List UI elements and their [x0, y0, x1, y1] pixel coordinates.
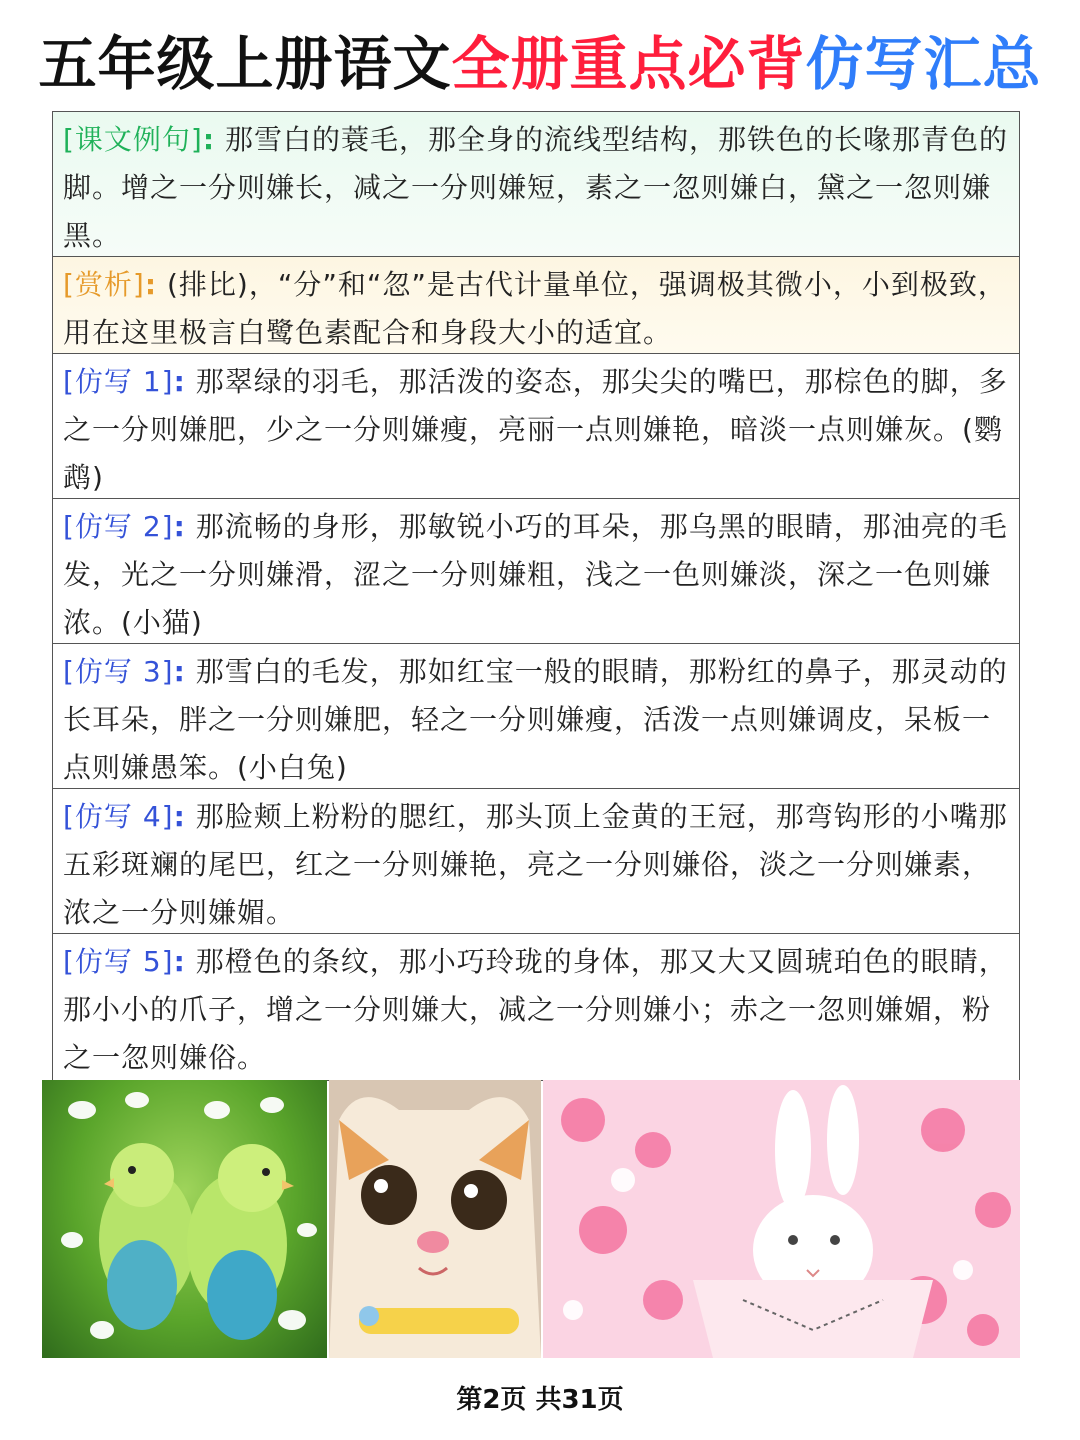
section-analysis: [赏析]: (排比)，“分”和“忽”是古代计量单位，强调极其微小，小到极致，用在这里极言白鹭色素配合和身段大小的适宜。	[53, 257, 1019, 354]
content-table	[52, 111, 1020, 1081]
title-part-summary: 仿写汇总	[805, 30, 1042, 98]
section-text: (排比)，“分”和“忽”是古代计量单位，强调极其微小，小到极致，用在这里极言白鹭色素配合和身段大小的适宜。	[63, 268, 1007, 349]
kitten-photo	[329, 1080, 541, 1358]
page-title	[0, 22, 1080, 106]
photo-strip	[42, 1080, 1020, 1358]
section-label: [仿写 2]	[63, 510, 174, 543]
section-label: [仿写 4]	[63, 800, 174, 833]
section-label: [仿写 5]	[63, 945, 174, 978]
section-label: [仿写 1]	[63, 365, 174, 398]
section-imitation-2: [仿写 2]: 那流畅的身形，那敏锐小巧的耳朵，那乌黑的眼睛，那油亮的毛发，光之一分则嫌滑，涩之一分则嫌粗，浅之一色则嫌淡，深之一色则嫌浓。(小猫)	[53, 499, 1019, 644]
page-footer: 第2页 共31页	[456, 1385, 624, 1415]
section-imitation-4: [仿写 4]: 那脸颊上粉粉的腮红，那头顶上金黄的王冠，那弯钩形的小嘴那五彩斑斓的尾巴，红之一分则嫌艳，亮之一分则嫌俗，淡之一分则嫌素，浓之一分则嫌媚。	[53, 789, 1019, 934]
section-text: 那翠绿的羽毛，那活泼的姿态，那尖尖的嘴巴，那棕色的脚，多之一分则嫌肥，少之一分则嫌瘦，亮丽一点则嫌艳，暗淡一点则嫌灰。(鹦鹉)	[63, 365, 1008, 494]
section-text: 那雪白的毛发，那如红宝一般的眼睛，那粉红的鼻子，那灵动的长耳朵，胖之一分则嫌肥，轻之一分则嫌瘦，活泼一点则嫌调皮，呆板一点则嫌愚笨。(小白兔)	[63, 655, 1008, 784]
rabbit-photo	[543, 1080, 1020, 1358]
section-label: [课文例句]	[63, 123, 203, 156]
parrots-photo	[42, 1080, 327, 1358]
section-text: 那雪白的蓑毛，那全身的流线型结构，那铁色的长喙那青色的脚。增之一分则嫌长，减之一分则嫌短，素之一忽则嫌白，黛之一忽则嫌黑。	[63, 123, 1008, 252]
section-imitation-5: [仿写 5]: 那橙色的条纹，那小巧玲珑的身体，那又大又圆琥珀色的眼睛，那小小的爪子，增之一分则嫌大，减之一分则嫌小；赤之一忽则嫌媚，粉之一忽则嫌俗。	[53, 934, 1019, 1080]
section-imitation-1: [仿写 1]: 那翠绿的羽毛，那活泼的姿态，那尖尖的嘴巴，那棕色的脚，多之一分则嫌肥，少之一分则嫌瘦，亮丽一点则嫌艳，暗淡一点则嫌灰。(鹦鹉)	[53, 354, 1019, 499]
section-label: [赏析]	[63, 268, 145, 301]
title-part-key: 全册重点必背	[451, 30, 806, 98]
section-imitation-3: [仿写 3]: 那雪白的毛发，那如红宝一般的眼睛，那粉红的鼻子，那灵动的长耳朵，胖之一分则嫌肥，轻之一分则嫌瘦，活泼一点则嫌调皮，呆板一点则嫌愚笨。(小白兔)	[53, 644, 1019, 789]
section-text: 那橙色的条纹，那小巧玲珑的身体，那又大又圆琥珀色的眼睛，那小小的爪子，增之一分则嫌大，减之一分则嫌小；赤之一忽则嫌媚，粉之一忽则嫌俗。	[63, 945, 1008, 1074]
section-example-sentence: [课文例句]: 那雪白的蓑毛，那全身的流线型结构，那铁色的长喙那青色的脚。增之一分则嫌长，减之一分则嫌短，素之一忽则嫌白，黛之一忽则嫌黑。	[53, 112, 1019, 257]
section-text: 那脸颊上粉粉的腮红，那头顶上金黄的王冠，那弯钩形的小嘴那五彩斑斓的尾巴，红之一分则嫌艳，亮之一分则嫌俗，淡之一分则嫌素，浓之一分则嫌媚。	[63, 800, 1008, 929]
title-part-grade: 五年级上册语文	[38, 30, 452, 98]
section-text: 那流畅的身形，那敏锐小巧的耳朵，那乌黑的眼睛，那油亮的毛发，光之一分则嫌滑，涩之一分则嫌粗，浅之一色则嫌淡，深之一色则嫌浓。(小猫)	[63, 510, 1008, 639]
section-label: [仿写 3]	[63, 655, 174, 688]
